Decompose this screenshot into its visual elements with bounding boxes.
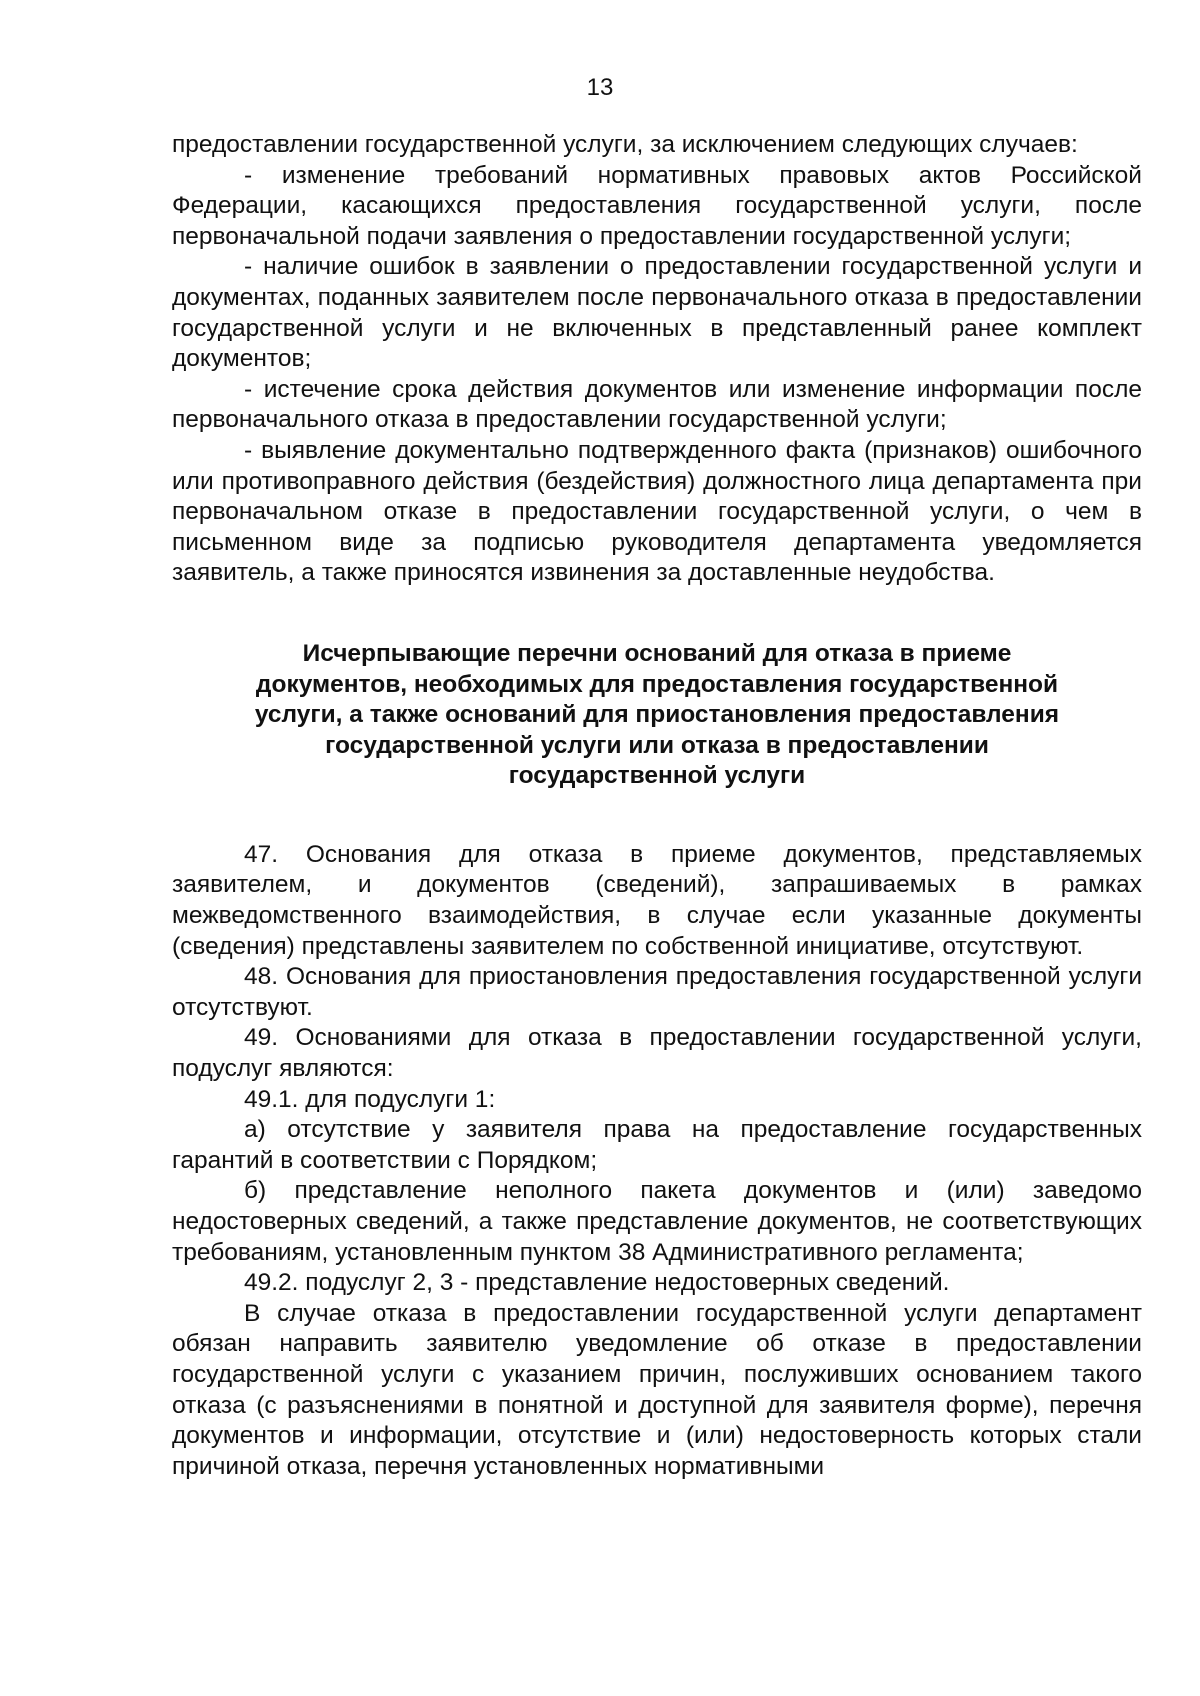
section-heading — [172, 639, 1142, 792]
exception-item: - истечение срока действия документов или изменение информации после первоначального отказа в предоставлении государственной услуги; — [172, 375, 1142, 434]
section-heading-line: государственной услуги или отказа в предоставлении — [325, 731, 989, 759]
paragraph-49-2: 49.2. подуслуг 2, 3 - представление недостоверных сведений. — [244, 1269, 950, 1297]
section-heading-line: государственной услуги — [508, 762, 806, 790]
paragraph-49-1-b: б) представление неполного пакета документов и (или) заведомо недостоверных сведений, а также представление документов, не соответствующих требованиям, установленным пунктом 38 Административного регламента; — [172, 1177, 1142, 1266]
document-body — [172, 130, 1142, 1482]
section-heading-line: услуги, а также оснований для приостановления предоставления — [254, 701, 1060, 729]
paragraph-48: 48. Основания для приостановления предоставления государственной услуги отсутствуют. — [172, 963, 1142, 1021]
paragraph-refusal-notice: В случае отказа в предоставлении государственной услуги департамент обязан направить заявителю уведомление об отказе в предоставлении государственной услуги с указанием причин, послуживших основанием такого отказа (с разъяснениями в понятной и доступной для заявителя форме), перечня документов и информации, отсутствие и (или) недостоверность которых стали причиной отказа, перечня установленных нормативными — [172, 1299, 1142, 1480]
paragraph-continuation: предоставлении государственной услуги, за исключением следующих случаев: — [172, 131, 1078, 158]
paragraph-49-1: 49.1. для подуслуги 1: — [244, 1085, 496, 1113]
paragraph-49-1-a: а) отсутствие у заявителя права на предоставление государственных гарантий в соответствии с Порядком; — [172, 1116, 1142, 1174]
exception-item: - изменение требований нормативных правовых актов Российской Федерации, касающихся предоставления государственной услуги, после первоначальной подачи заявления о предоставлении государственной услуги; — [172, 161, 1142, 250]
exception-item: - наличие ошибок в заявлении о предоставлении государственной услуги и документах, поданных заявителем после первоначального отказа в предоставлении государственной услуги и не включенных в представленный ранее комплект документов; — [172, 253, 1142, 373]
exception-item: - выявление документально подтвержденного факта (признаков) ошибочного или противоправного действия (бездействия) должностного лица департамента при первоначальном отказе в предоставлении государственной услуги, о чем в письменном виде за подписью руководителя департамента уведомляется заявитель, а также приносятся извинения за доставленные неудобства. — [172, 436, 1142, 587]
page-number: 13 — [586, 74, 614, 101]
paragraph-47: 47. Основания для отказа в приеме документов, представляемых заявителем, и документов (сведений), запрашиваемых в рамках межведомственного взаимодействия, в случае если указанные документы (сведения) представлены заявителем по собственной инициативе, отсутствуют. — [172, 840, 1142, 960]
section-heading-line: Исчерпывающие перечни оснований для отказа в приеме — [302, 639, 1012, 667]
section-heading-line: документов, необходимых для предоставления государственной — [255, 670, 1059, 698]
paragraph-49: 49. Основаниями для отказа в предоставлении государственной услуги, подуслуг являются: — [172, 1024, 1142, 1083]
